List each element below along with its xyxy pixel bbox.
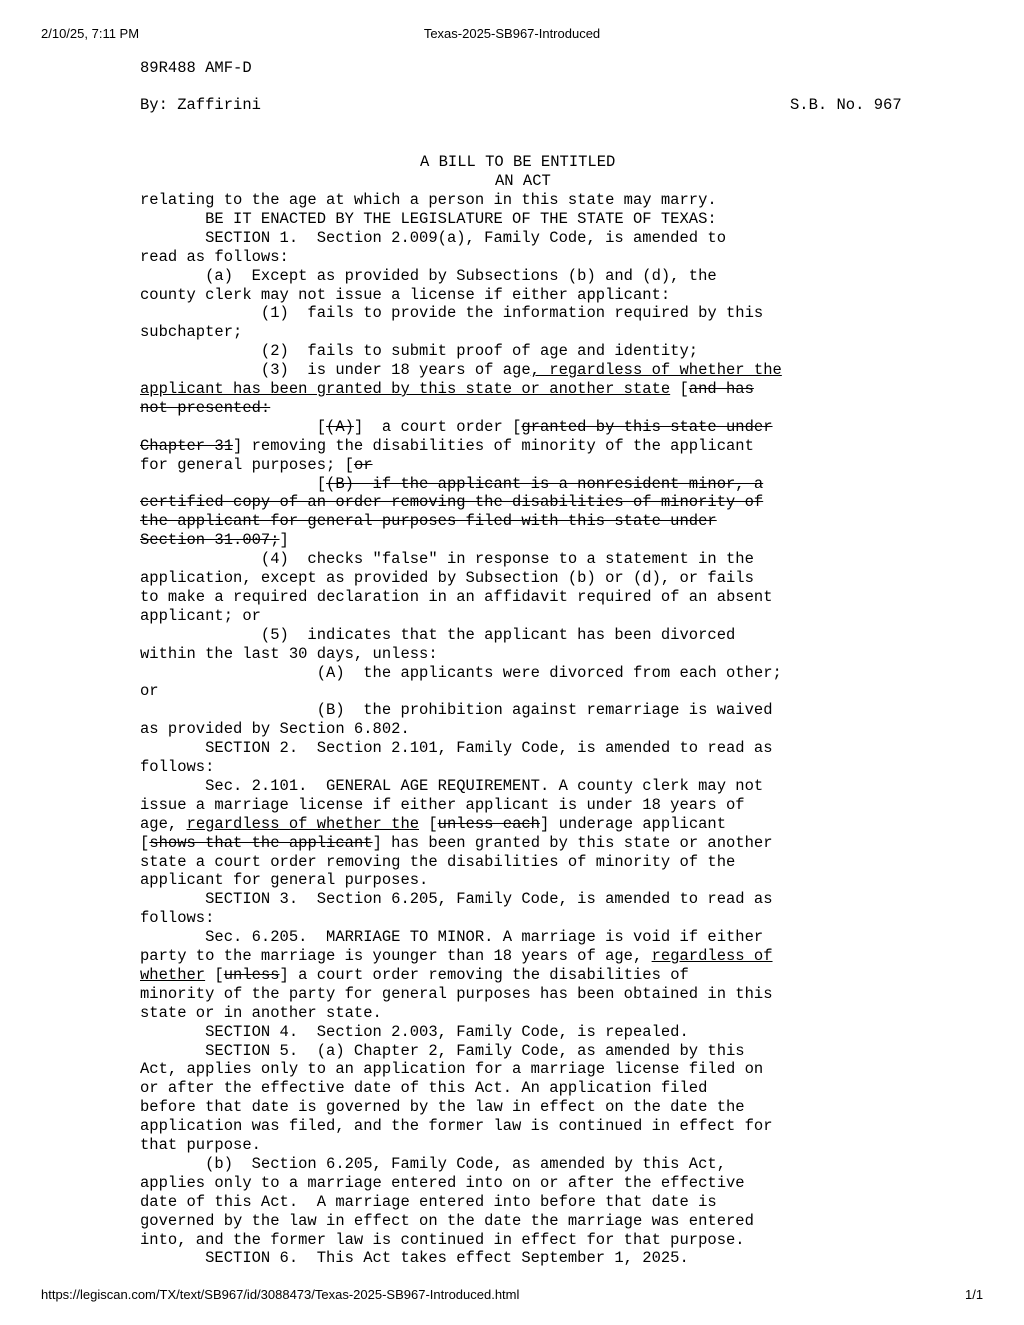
bill-line <box>140 701 773 720</box>
line-text: (4) checks "false" in response to a statement in the <box>140 550 754 569</box>
bill-line <box>140 323 242 342</box>
line-text: (3) is under 18 years of age <box>140 361 531 380</box>
print-url: https://legiscan.com/TX/text/SB967/id/3088473/Texas-2025-SB967-Introduced.html <box>41 1287 520 1302</box>
line-text: Sec. 6.205. MARRIAGE TO MINOR. A marriage is void if either <box>140 928 764 947</box>
deleted-text: certified copy of an order removing the disabilities of minority of <box>140 493 764 512</box>
bill-line <box>140 645 438 664</box>
bill-number: S.B. No. 967 <box>790 96 902 114</box>
line-text: for general purposes; [ <box>140 455 354 474</box>
line-text: state or in another state. <box>140 1003 382 1022</box>
line-text: (B) the prohibition against remarriage is waived <box>140 701 773 720</box>
deleted-text: and has <box>688 380 754 398</box>
deleted-text: (A) <box>326 417 354 436</box>
line-text: SECTION 6. This Act takes effect September 1, 2025. <box>140 1249 689 1268</box>
bill-line <box>140 834 773 853</box>
bill-line <box>140 286 670 305</box>
deleted-text: unless <box>223 965 280 984</box>
bill-line <box>140 248 289 267</box>
bill-line <box>140 853 735 872</box>
bill-line <box>140 1117 773 1136</box>
line-text: application, except as provided by Subsection (b) or (d), or fails <box>140 569 754 587</box>
line-text: subchapter; <box>140 323 243 342</box>
bill-line <box>140 475 763 494</box>
inserted-text: , regardless of whether the <box>530 361 782 380</box>
line-text: (2) fails to submit proof of age and identity; <box>140 342 699 361</box>
line-text: relating to the age at which a person in this state may marry. <box>140 191 717 209</box>
bill-line <box>140 1042 745 1061</box>
bill-line <box>140 210 717 229</box>
bill-line <box>140 229 726 248</box>
bill-line <box>140 1023 689 1042</box>
bill-line <box>140 456 373 475</box>
bill-line <box>140 1155 726 1174</box>
bill-line <box>140 1004 382 1023</box>
bill-line <box>140 777 763 796</box>
bill-line <box>140 758 214 777</box>
bill-line <box>140 1249 689 1268</box>
line-text: that purpose. <box>140 1136 261 1154</box>
line-text: [ <box>140 474 327 493</box>
line-text: follows: <box>140 909 215 928</box>
line-text: SECTION 2. Section 2.101, Family Code, is amended to read as <box>140 739 773 758</box>
deleted-text: Section 31.007; <box>140 531 280 550</box>
bill-line <box>140 1193 717 1212</box>
bill-line <box>140 361 782 380</box>
bill-line <box>140 796 745 815</box>
line-text: applicant; or <box>140 606 261 625</box>
bill-line <box>140 1079 707 1098</box>
bill-line <box>140 191 717 210</box>
line-text: SECTION 4. Section 2.003, Family Code, is repealed. <box>140 1022 689 1041</box>
deleted-text: granted by this state under <box>521 417 773 436</box>
print-page-count: 1/1 <box>965 1287 984 1302</box>
bill-line <box>140 664 782 683</box>
inserted-text: whether <box>140 965 206 984</box>
bill-line <box>140 437 754 456</box>
line-text: as provided by Section 6.802. <box>140 720 410 739</box>
line-text: follows: <box>140 758 215 776</box>
bill-line <box>140 720 410 739</box>
print-datetime: 2/10/25, 7:11 PM <box>41 26 140 41</box>
line-text: age, <box>140 814 187 833</box>
line-text: [ <box>205 965 224 984</box>
deleted-text: (B) if the applicant is a nonresident minor, a <box>326 474 764 493</box>
bill-line <box>140 909 214 928</box>
bill-line <box>140 626 735 645</box>
line-text: (A) the applicants were divorced from each other; <box>140 663 782 682</box>
bill-line <box>140 304 763 323</box>
bill-line <box>140 928 763 947</box>
bill-line <box>140 739 773 758</box>
line-text: state a court order removing the disabilities of minority of the <box>140 852 736 871</box>
bill-line <box>140 871 428 890</box>
bill-line <box>140 890 773 909</box>
line-text: ] a court order removing the disabilities of <box>279 965 689 984</box>
deleted-text: or <box>353 455 373 474</box>
bill-heading-act: AN ACT <box>495 172 551 190</box>
bill-line <box>140 512 717 531</box>
bill-line <box>140 493 763 512</box>
line-text: Sec. 2.101. GENERAL AGE REQUIREMENT. A county clerk may not <box>140 776 764 795</box>
line-text: or after the effective date of this Act. An application filed <box>140 1079 708 1098</box>
line-text: (1) fails to provide the information required by this <box>140 304 764 323</box>
deleted-text: the applicant for general purposes filed with this state under <box>140 512 717 531</box>
bill-line <box>140 1136 261 1155</box>
bill-line <box>140 418 773 437</box>
bill-line <box>140 966 689 985</box>
line-text: county clerk may not issue a license if either applicant: <box>140 285 671 304</box>
line-text: Act, applies only to an application for a marriage license filed on <box>140 1060 764 1079</box>
deleted-text: shows that the applicant <box>149 833 373 852</box>
line-text: applies only to a marriage entered into on or after the effective <box>140 1173 745 1192</box>
bill-line <box>140 1098 745 1117</box>
bill-line <box>140 947 773 966</box>
bill-line <box>140 399 270 418</box>
bill-line <box>140 342 698 361</box>
bill-line <box>140 1231 745 1250</box>
bill-author: By: Zaffirini <box>140 96 261 114</box>
inserted-text: regardless of whether the <box>186 814 420 833</box>
line-text: within the last 30 days, unless: <box>140 644 438 663</box>
bill-line <box>140 1060 763 1079</box>
line-text: application was filed, and the former law is continued in effect for <box>140 1117 773 1136</box>
line-text: governed by the law in effect on the date the marriage was entered <box>140 1211 754 1230</box>
line-text: minority of the party for general purposes has been obtained in this <box>140 984 773 1003</box>
bill-line <box>140 569 754 588</box>
line-text: or <box>140 682 159 701</box>
line-text: BE IT ENACTED BY THE LEGISLATURE OF THE STATE OF TEXAS: <box>140 209 717 228</box>
line-text: into, and the former law is continued in effect for that purpose. <box>140 1230 745 1249</box>
inserted-text: regardless of <box>651 947 773 965</box>
deleted-text: not presented: <box>140 398 271 417</box>
bill-line <box>140 1212 754 1231</box>
line-text: (a) Except as provided by Subsections (b) and (d), the <box>140 266 717 285</box>
bill-line <box>140 985 773 1004</box>
line-text: [ <box>419 814 438 833</box>
bill-line <box>140 815 726 834</box>
line-text: SECTION 3. Section 6.205, Family Code, is amended to read as <box>140 890 773 909</box>
line-text: read as follows: <box>140 247 289 266</box>
line-text: issue a marriage license if either applicant is under 18 years of <box>140 795 745 814</box>
line-text: ] removing the disabilities of minority of the applicant <box>233 436 754 455</box>
bill-line <box>140 531 289 550</box>
bill-id-code: 89R488 AMF-D <box>140 59 252 77</box>
bill-line <box>140 682 159 701</box>
inserted-text: applicant has been granted by this state or another state <box>140 380 671 398</box>
deleted-text: unless each <box>437 814 540 833</box>
line-text: party to the marriage is younger than 18 years of age, <box>140 947 652 965</box>
line-text: ] underage applicant <box>540 814 727 833</box>
print-page-title: Texas-2025-SB967-Introduced <box>423 26 601 41</box>
line-text: date of this Act. A marriage entered into before that date is <box>140 1192 717 1211</box>
line-text: [ <box>670 380 689 398</box>
bill-line <box>140 607 261 626</box>
line-text: ] <box>279 531 289 550</box>
line-text: (b) Section 6.205, Family Code, as amended by this Act, <box>140 1154 726 1173</box>
line-text: applicant for general purposes. <box>140 871 429 890</box>
line-text: [ <box>140 833 150 852</box>
bill-line <box>140 1174 745 1193</box>
bill-heading-entitled: A BILL TO BE ENTITLED <box>420 153 616 171</box>
bill-line <box>140 588 773 607</box>
line-text: SECTION 5. (a) Chapter 2, Family Code, as amended by this <box>140 1041 745 1060</box>
bill-line <box>140 550 754 569</box>
line-text: [ <box>140 417 327 436</box>
line-text: ] has been granted by this state or another <box>372 833 773 852</box>
bill-line <box>140 267 717 286</box>
line-text: (5) indicates that the applicant has been divorced <box>140 625 736 644</box>
deleted-text: Chapter 31 <box>140 436 234 455</box>
line-text: ] a court order [ <box>353 417 522 436</box>
line-text: SECTION 1. Section 2.009(a), Family Code, is amended to <box>140 228 726 247</box>
line-text: to make a required declaration in an affidavit required of an absent <box>140 587 773 606</box>
line-text: before that date is governed by the law in effect on the date the <box>140 1098 745 1117</box>
bill-line <box>140 380 754 399</box>
